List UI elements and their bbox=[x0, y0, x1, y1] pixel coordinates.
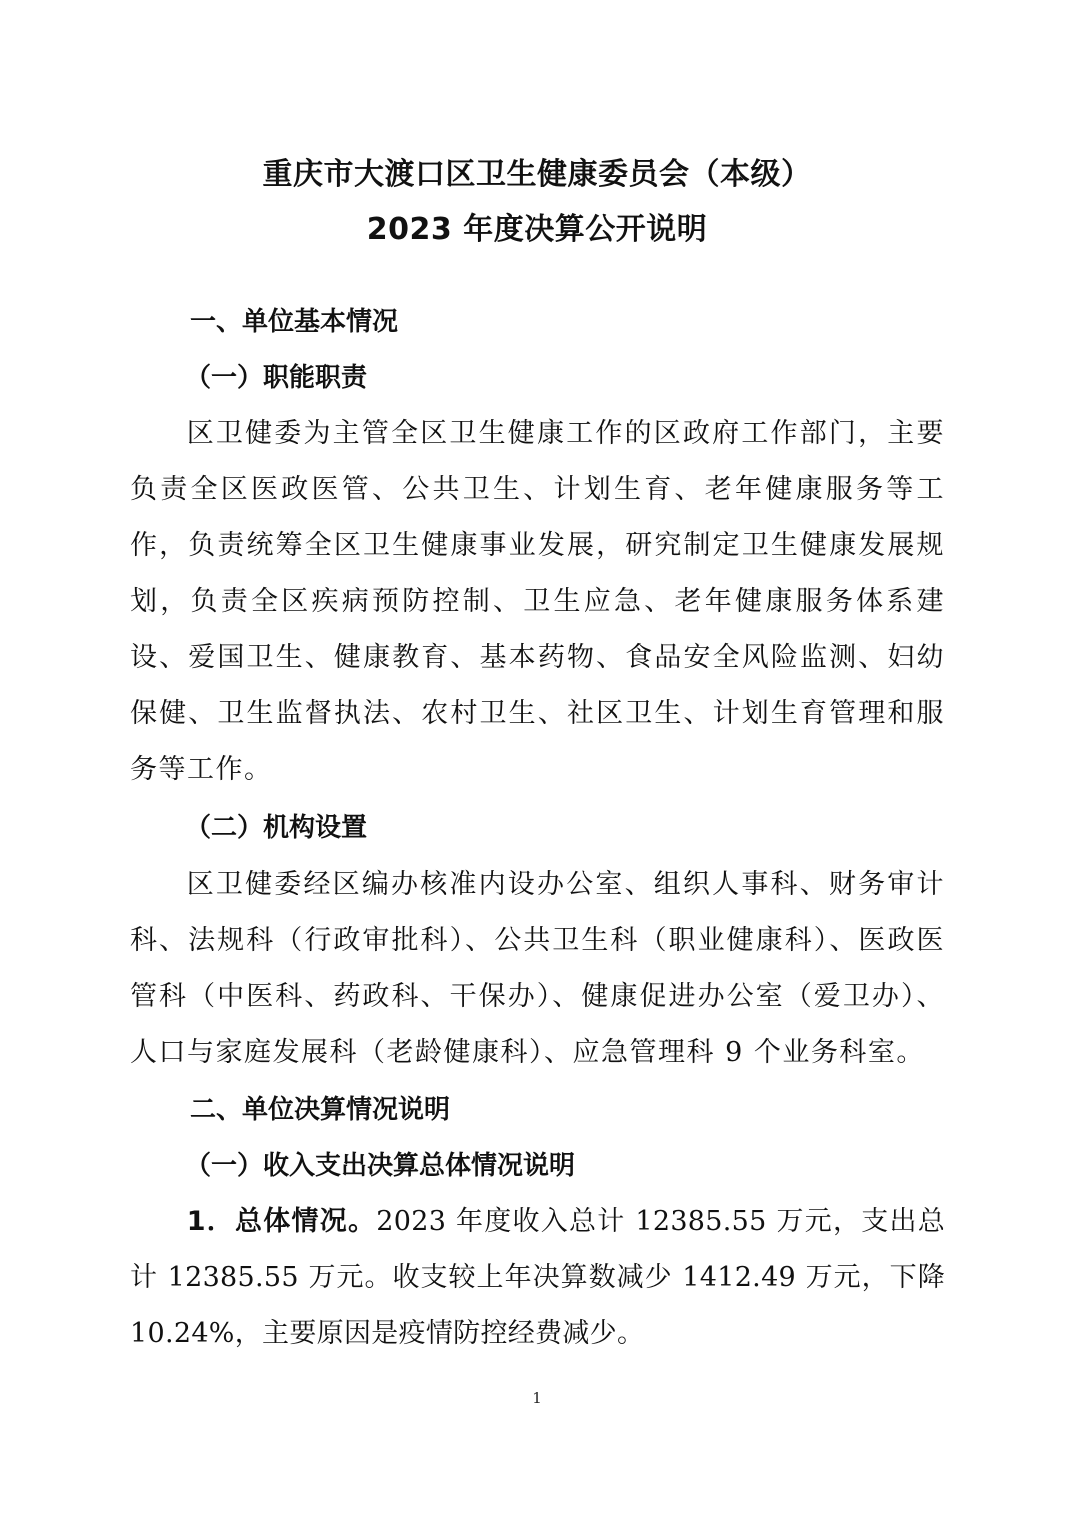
paragraph-overall-situation bbox=[130, 1194, 945, 1362]
document-title-line2: 2023 年度决算公开说明 bbox=[366, 212, 708, 247]
paragraph-body: 2023 年度收入总计 12385.55 万元，支出总计 12385.55 万元。收支较上年决算数减少 1412.49 万元，下降 10.24%，主要原因是疫情防控经费减少。 bbox=[130, 1206, 946, 1349]
section-heading-final-accounts: 二、单位决算情况说明 bbox=[190, 1095, 451, 1125]
page-number: 1 bbox=[532, 1389, 542, 1407]
subsection-heading-duties: （一）职能职责 bbox=[185, 363, 368, 393]
paragraph-duties: 区卫健委为主管全区卫生健康工作的区政府工作部门，主要负责全区医政医管、公共卫生、计划生育、老年健康服务等工作，负责统筹全区卫生健康事业发展，研究制定卫生健康发展规划，负责全区疾病预防控制、卫生应急、老年健康服务体系建设、爱国卫生、健康教育、基本药物、食品安全风险监测、妇幼保健、卫生监督执法、农村卫生、社区卫生、计划生育管理和服务等工作。 bbox=[130, 418, 945, 785]
document-title-line1: 重庆市大渡口区卫生健康委员会（本级） bbox=[262, 157, 812, 192]
subsection-heading-organization: （二）机构设置 bbox=[185, 813, 368, 843]
paragraph-organization: 区卫健委经区编办核准内设办公室、组织人事科、财务审计科、法规科（行政审批科）、公共卫生科（职业健康科）、医政医管科（中医科、药政科、干保办）、健康促进办公室（爱卫办）、人口与家庭发展科（老龄健康科）、应急管理科 9 个业务科室。 bbox=[130, 869, 945, 1068]
section-heading-basic-info: 一、单位基本情况 bbox=[190, 307, 399, 337]
subsection-heading-income-expenditure: （一）收入支出决算总体情况说明 bbox=[185, 1151, 576, 1181]
paragraph-lead: 1．总体情况。 bbox=[186, 1206, 377, 1237]
